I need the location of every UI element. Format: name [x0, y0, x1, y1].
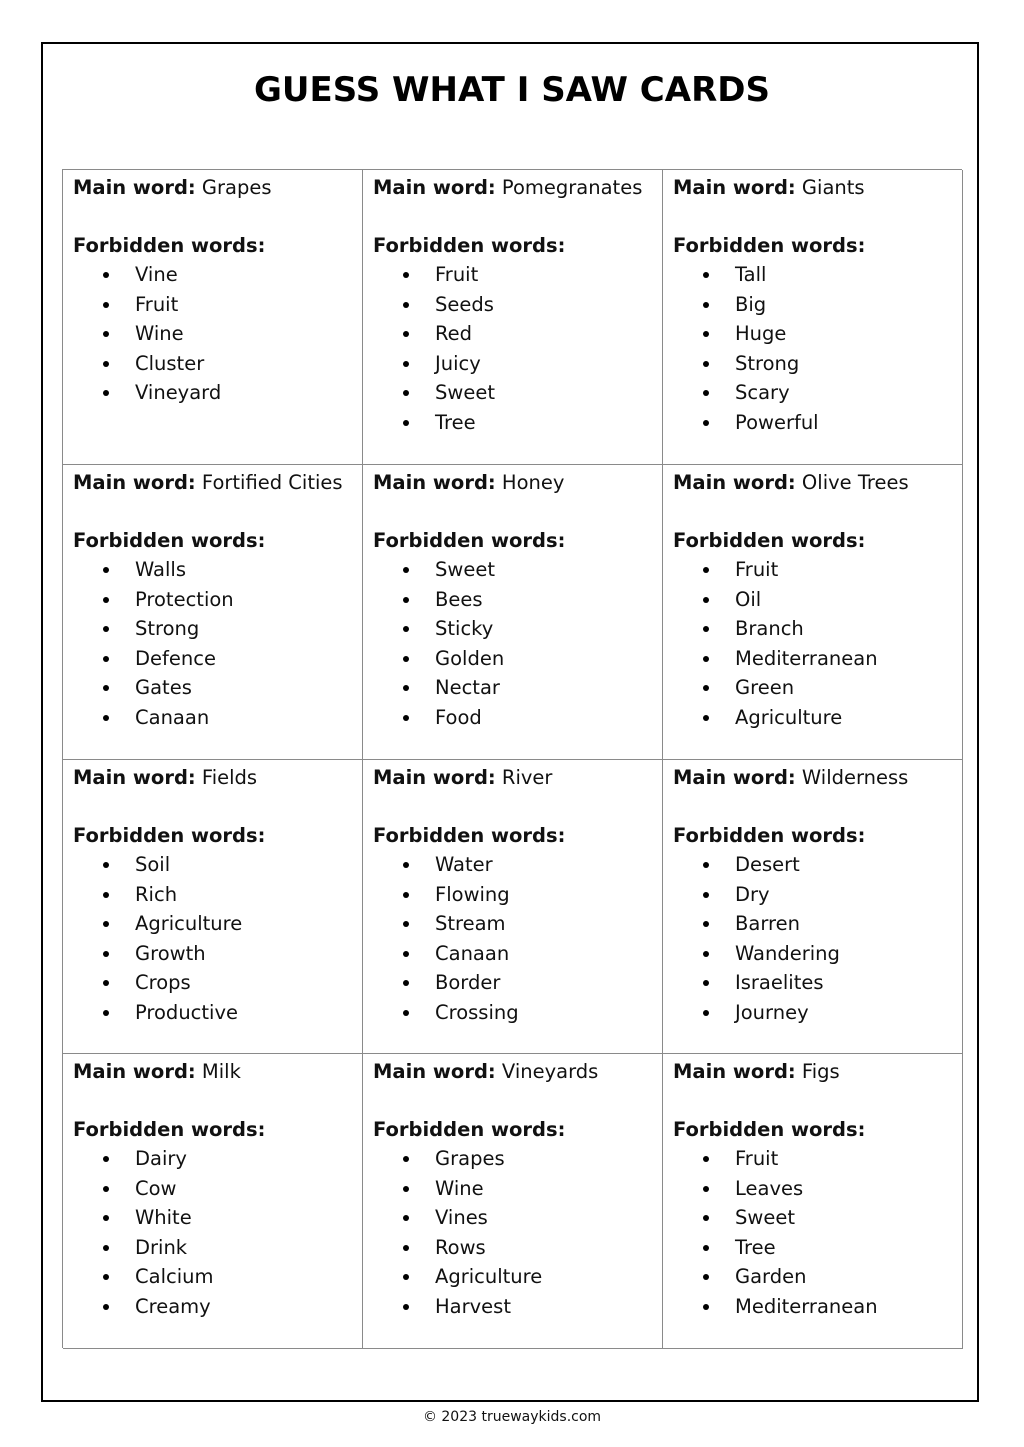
- list-item: [373, 290, 662, 320]
- forbidden-words-list: [73, 555, 362, 733]
- forbidden-word: Canaan: [135, 705, 210, 729]
- forbidden-word: Fruit: [135, 292, 179, 316]
- list-item: [73, 673, 362, 703]
- list-item: [673, 880, 962, 910]
- bullet-icon: [703, 1304, 709, 1310]
- list-item: [673, 644, 962, 674]
- bullet-icon: [103, 715, 109, 721]
- list-item: [373, 378, 662, 408]
- list-item: [73, 703, 362, 733]
- forbidden-word: Food: [435, 705, 482, 729]
- forbidden-word: Leaves: [735, 1176, 804, 1200]
- forbidden-word: Stream: [435, 912, 506, 936]
- list-item: [673, 673, 962, 703]
- forbidden-word: Vine: [135, 263, 178, 286]
- bullet-icon: [703, 1274, 709, 1280]
- bullet-icon: [703, 567, 709, 573]
- list-item: [673, 703, 962, 733]
- main-word-line: [673, 173, 962, 202]
- cards-table: [62, 169, 962, 1348]
- forbidden-word: Desert: [735, 853, 800, 876]
- forbidden-word: Rows: [435, 1235, 486, 1259]
- card: [63, 465, 363, 760]
- bullet-icon: [103, 1304, 109, 1310]
- forbidden-word: Tall: [735, 263, 767, 286]
- bullet-icon: [703, 656, 709, 662]
- main-word-label: Main word:: [373, 1060, 496, 1083]
- main-word-label: Main word:: [673, 176, 796, 199]
- forbidden-words-list: [673, 555, 962, 733]
- forbidden-word: White: [135, 1206, 192, 1230]
- forbidden-word: Green: [735, 676, 795, 700]
- bullet-icon: [103, 272, 109, 278]
- forbidden-word: Journey: [735, 1000, 809, 1024]
- bullet-icon: [403, 567, 409, 573]
- main-word-line: [73, 763, 362, 792]
- list-item: [73, 1174, 362, 1204]
- forbidden-words-list: [373, 850, 662, 1028]
- forbidden-word: Wine: [435, 1176, 484, 1200]
- forbidden-word: Tree: [435, 410, 476, 434]
- bullet-icon: [403, 1010, 409, 1016]
- bullet-icon: [703, 597, 709, 603]
- forbidden-words-list: [673, 1144, 962, 1322]
- forbidden-word: Dairy: [135, 1147, 187, 1170]
- main-word-label: Main word:: [673, 1060, 796, 1083]
- main-word-line: [373, 173, 662, 202]
- forbidden-words-heading: Forbidden words:: [373, 1118, 566, 1141]
- main-word-line: [673, 763, 962, 792]
- forbidden-word: Flowing: [435, 882, 510, 906]
- forbidden-word: Harvest: [435, 1294, 511, 1318]
- list-item: [673, 555, 962, 585]
- forbidden-words-list: [373, 1144, 662, 1322]
- list-item: [73, 319, 362, 349]
- forbidden-word: Agriculture: [735, 705, 843, 729]
- forbidden-word: Crops: [135, 971, 191, 995]
- forbidden-word: Powerful: [735, 410, 819, 434]
- list-item: [373, 1203, 662, 1233]
- bullet-icon: [403, 685, 409, 691]
- list-item: [373, 703, 662, 733]
- forbidden-word: Tree: [735, 1235, 776, 1259]
- forbidden-word: Strong: [735, 351, 800, 375]
- bullet-icon: [403, 715, 409, 721]
- card: [363, 465, 663, 760]
- bullet-icon: [703, 1186, 709, 1192]
- list-item: [673, 349, 962, 379]
- list-item: [73, 555, 362, 585]
- forbidden-word: Big: [735, 292, 767, 316]
- bullet-icon: [103, 597, 109, 603]
- list-item: [73, 1262, 362, 1292]
- list-item: [73, 290, 362, 320]
- list-item: [73, 939, 362, 969]
- main-word-line: [673, 468, 962, 497]
- list-item: [73, 850, 362, 880]
- main-word-line: [73, 1057, 362, 1086]
- forbidden-words-heading: Forbidden words:: [373, 234, 566, 257]
- bullet-icon: [103, 1010, 109, 1016]
- list-item: [73, 1233, 362, 1263]
- main-word-value: River: [501, 766, 553, 789]
- bullet-icon: [103, 626, 109, 632]
- forbidden-word: Creamy: [135, 1294, 211, 1318]
- list-item: [673, 1292, 962, 1322]
- bullet-icon: [103, 1186, 109, 1192]
- bullet-icon: [403, 272, 409, 278]
- bullet-icon: [703, 980, 709, 986]
- main-word-value: Olive Trees: [801, 471, 909, 494]
- main-word-value: Fields: [201, 766, 258, 789]
- list-item: [373, 880, 662, 910]
- forbidden-words-heading: Forbidden words:: [373, 824, 566, 847]
- bullet-icon: [403, 302, 409, 308]
- forbidden-word: Vineyard: [135, 381, 222, 405]
- list-item: [673, 909, 962, 939]
- list-item: [373, 939, 662, 969]
- main-word-label: Main word:: [73, 176, 196, 199]
- bullet-icon: [703, 1156, 709, 1162]
- forbidden-word: Mediterranean: [735, 1294, 878, 1318]
- forbidden-words-heading: Forbidden words:: [73, 234, 266, 257]
- forbidden-word: Israelites: [735, 971, 824, 995]
- forbidden-word: Cow: [135, 1176, 177, 1200]
- list-item: [673, 290, 962, 320]
- forbidden-word: Rich: [135, 882, 178, 906]
- bullet-icon: [703, 272, 709, 278]
- forbidden-word: Wandering: [735, 941, 840, 965]
- forbidden-word: Fruit: [435, 263, 479, 286]
- forbidden-words-heading: Forbidden words:: [673, 529, 866, 552]
- forbidden-words-heading: Forbidden words:: [673, 824, 866, 847]
- list-item: [73, 349, 362, 379]
- list-item: [73, 585, 362, 615]
- bullet-icon: [703, 420, 709, 426]
- main-word-line: [73, 173, 362, 202]
- list-item: [73, 378, 362, 408]
- main-word-value: Honey: [501, 471, 565, 494]
- bullet-icon: [403, 1186, 409, 1192]
- forbidden-word: Cluster: [135, 351, 205, 375]
- card: [663, 760, 963, 1054]
- bullet-icon: [703, 862, 709, 868]
- bullet-icon: [403, 1274, 409, 1280]
- forbidden-word: Sweet: [435, 381, 495, 405]
- bullet-icon: [403, 420, 409, 426]
- forbidden-words-heading: Forbidden words:: [373, 529, 566, 552]
- list-item: [373, 349, 662, 379]
- forbidden-word: Agriculture: [135, 912, 243, 936]
- main-word-value: Vineyards: [501, 1060, 599, 1083]
- main-word-value: Milk: [201, 1060, 241, 1083]
- bullet-icon: [103, 685, 109, 691]
- main-word-value: Grapes: [201, 176, 272, 199]
- bullet-icon: [403, 656, 409, 662]
- list-item: [673, 319, 962, 349]
- bullet-icon: [703, 951, 709, 957]
- bullet-icon: [103, 921, 109, 927]
- list-item: [73, 260, 362, 290]
- forbidden-word: Wine: [135, 322, 184, 346]
- forbidden-word: Vines: [435, 1206, 488, 1230]
- main-word-line: [373, 468, 662, 497]
- forbidden-word: Sticky: [435, 617, 494, 641]
- forbidden-word: Water: [435, 853, 493, 876]
- bullet-icon: [403, 1245, 409, 1251]
- bullet-icon: [703, 1245, 709, 1251]
- list-item: [373, 644, 662, 674]
- forbidden-word: Oil: [735, 587, 762, 611]
- forbidden-word: Border: [435, 971, 501, 995]
- card: [363, 170, 663, 465]
- bullet-icon: [103, 1274, 109, 1280]
- main-word-label: Main word:: [73, 766, 196, 789]
- forbidden-words-heading: Forbidden words:: [73, 1118, 266, 1141]
- forbidden-words-heading: Forbidden words:: [673, 1118, 866, 1141]
- bullet-icon: [103, 980, 109, 986]
- bullet-icon: [703, 626, 709, 632]
- bullet-icon: [403, 921, 409, 927]
- main-word-line: [373, 1057, 662, 1086]
- list-item: [673, 1174, 962, 1204]
- forbidden-words-list: [373, 555, 662, 733]
- forbidden-word: Scary: [735, 381, 790, 405]
- forbidden-word: Fruit: [735, 1147, 779, 1170]
- forbidden-word: Seeds: [435, 292, 494, 316]
- bullet-icon: [103, 390, 109, 396]
- forbidden-word: Sweet: [435, 558, 495, 581]
- bullet-icon: [403, 1304, 409, 1310]
- forbidden-word: Grapes: [435, 1147, 505, 1170]
- card: [663, 1054, 963, 1349]
- list-item: [373, 850, 662, 880]
- forbidden-word: Juicy: [435, 351, 481, 375]
- bullet-icon: [103, 862, 109, 868]
- list-item: [673, 260, 962, 290]
- main-word-label: Main word:: [373, 176, 496, 199]
- card: [363, 760, 663, 1054]
- list-item: [373, 1292, 662, 1322]
- card: [63, 760, 363, 1054]
- main-word-value: Fortified Cities: [201, 471, 343, 494]
- forbidden-word: Mediterranean: [735, 646, 878, 670]
- forbidden-word: Defence: [135, 646, 216, 670]
- bullet-icon: [103, 361, 109, 367]
- main-word-label: Main word:: [673, 766, 796, 789]
- forbidden-word: Bees: [435, 587, 483, 611]
- card: [663, 170, 963, 465]
- list-item: [73, 968, 362, 998]
- list-item: [373, 319, 662, 349]
- list-item: [373, 998, 662, 1028]
- forbidden-word: Garden: [735, 1265, 807, 1289]
- bullet-icon: [103, 1245, 109, 1251]
- bullet-icon: [703, 685, 709, 691]
- main-word-label: Main word:: [673, 471, 796, 494]
- forbidden-word: Agriculture: [435, 1265, 543, 1289]
- bullet-icon: [703, 1215, 709, 1221]
- list-item: [373, 909, 662, 939]
- forbidden-words-heading: Forbidden words:: [673, 234, 866, 257]
- copyright-footer: © 2023 truewaykids.com: [422, 1409, 602, 1425]
- forbidden-words-list: [673, 850, 962, 1028]
- list-item: [373, 260, 662, 290]
- main-word-line: [673, 1057, 962, 1086]
- list-item: [373, 673, 662, 703]
- bullet-icon: [103, 302, 109, 308]
- bullet-icon: [703, 1010, 709, 1016]
- list-item: [373, 585, 662, 615]
- bullet-icon: [103, 567, 109, 573]
- bullet-icon: [403, 862, 409, 868]
- list-item: [73, 880, 362, 910]
- forbidden-word: Fruit: [735, 558, 779, 581]
- card: [63, 1054, 363, 1349]
- bullet-icon: [403, 951, 409, 957]
- page-title: GUESS WHAT I SAW CARDS: [254, 70, 770, 110]
- bullet-icon: [103, 892, 109, 898]
- bullet-icon: [103, 951, 109, 957]
- bullet-icon: [403, 1156, 409, 1162]
- bullet-icon: [103, 656, 109, 662]
- card: [63, 170, 363, 465]
- forbidden-word: Golden: [435, 646, 505, 670]
- main-word-line: [73, 468, 362, 497]
- list-item: [73, 909, 362, 939]
- main-word-label: Main word:: [73, 471, 196, 494]
- list-item: [373, 968, 662, 998]
- bullet-icon: [403, 626, 409, 632]
- list-item: [673, 1262, 962, 1292]
- card: [363, 1054, 663, 1349]
- bullet-icon: [403, 597, 409, 603]
- forbidden-words-list: [373, 260, 662, 438]
- bullet-icon: [103, 1156, 109, 1162]
- forbidden-word: Strong: [135, 617, 200, 641]
- forbidden-word: Gates: [135, 676, 192, 700]
- forbidden-word: Protection: [135, 587, 234, 611]
- bullet-icon: [703, 390, 709, 396]
- bullet-icon: [403, 1215, 409, 1221]
- list-item: [673, 968, 962, 998]
- card: [663, 465, 963, 760]
- forbidden-word: Sweet: [735, 1206, 795, 1230]
- list-item: [73, 1144, 362, 1174]
- list-item: [373, 1262, 662, 1292]
- forbidden-word: Canaan: [435, 941, 510, 965]
- list-item: [373, 614, 662, 644]
- forbidden-words-heading: Forbidden words:: [73, 824, 266, 847]
- bullet-icon: [403, 331, 409, 337]
- bullet-icon: [703, 892, 709, 898]
- bullet-icon: [703, 715, 709, 721]
- forbidden-word: Soil: [135, 853, 171, 876]
- forbidden-word: Barren: [735, 912, 800, 936]
- main-word-value: Wilderness: [801, 766, 909, 789]
- list-item: [673, 408, 962, 438]
- forbidden-words-list: [73, 260, 362, 408]
- list-item: [73, 1292, 362, 1322]
- list-item: [673, 614, 962, 644]
- forbidden-word: Productive: [135, 1000, 238, 1024]
- forbidden-word: Growth: [135, 941, 206, 965]
- forbidden-word: Dry: [735, 882, 770, 906]
- list-item: [673, 998, 962, 1028]
- bullet-icon: [703, 921, 709, 927]
- list-item: [673, 378, 962, 408]
- main-word-value: Pomegranates: [501, 176, 643, 199]
- bullet-icon: [403, 980, 409, 986]
- main-word-line: [373, 763, 662, 792]
- list-item: [373, 555, 662, 585]
- forbidden-word: Crossing: [435, 1000, 519, 1024]
- forbidden-words-list: [73, 1144, 362, 1322]
- list-item: [73, 614, 362, 644]
- list-item: [673, 585, 962, 615]
- forbidden-word: Branch: [735, 617, 804, 641]
- list-item: [673, 939, 962, 969]
- bullet-icon: [703, 331, 709, 337]
- main-word-value: Giants: [801, 176, 865, 199]
- main-word-label: Main word:: [373, 471, 496, 494]
- list-item: [373, 1233, 662, 1263]
- forbidden-word: Calcium: [135, 1265, 214, 1289]
- forbidden-words-list: [73, 850, 362, 1028]
- bullet-icon: [103, 331, 109, 337]
- bullet-icon: [703, 302, 709, 308]
- list-item: [673, 850, 962, 880]
- forbidden-words-list: [673, 260, 962, 438]
- main-word-label: Main word:: [73, 1060, 196, 1083]
- bullet-icon: [403, 361, 409, 367]
- main-word-label: Main word:: [373, 766, 496, 789]
- forbidden-word: Red: [435, 322, 473, 346]
- forbidden-word: Nectar: [435, 676, 500, 700]
- list-item: [373, 1174, 662, 1204]
- main-word-value: Figs: [801, 1060, 840, 1083]
- list-item: [73, 1203, 362, 1233]
- bullet-icon: [403, 892, 409, 898]
- bullet-icon: [103, 1215, 109, 1221]
- forbidden-word: Drink: [135, 1235, 188, 1259]
- forbidden-words-heading: Forbidden words:: [73, 529, 266, 552]
- list-item: [73, 644, 362, 674]
- bullet-icon: [703, 361, 709, 367]
- list-item: [373, 408, 662, 438]
- bullet-icon: [403, 390, 409, 396]
- list-item: [673, 1233, 962, 1263]
- forbidden-word: Walls: [135, 558, 186, 581]
- list-item: [73, 998, 362, 1028]
- forbidden-word: Huge: [735, 322, 787, 346]
- list-item: [673, 1144, 962, 1174]
- list-item: [673, 1203, 962, 1233]
- list-item: [373, 1144, 662, 1174]
